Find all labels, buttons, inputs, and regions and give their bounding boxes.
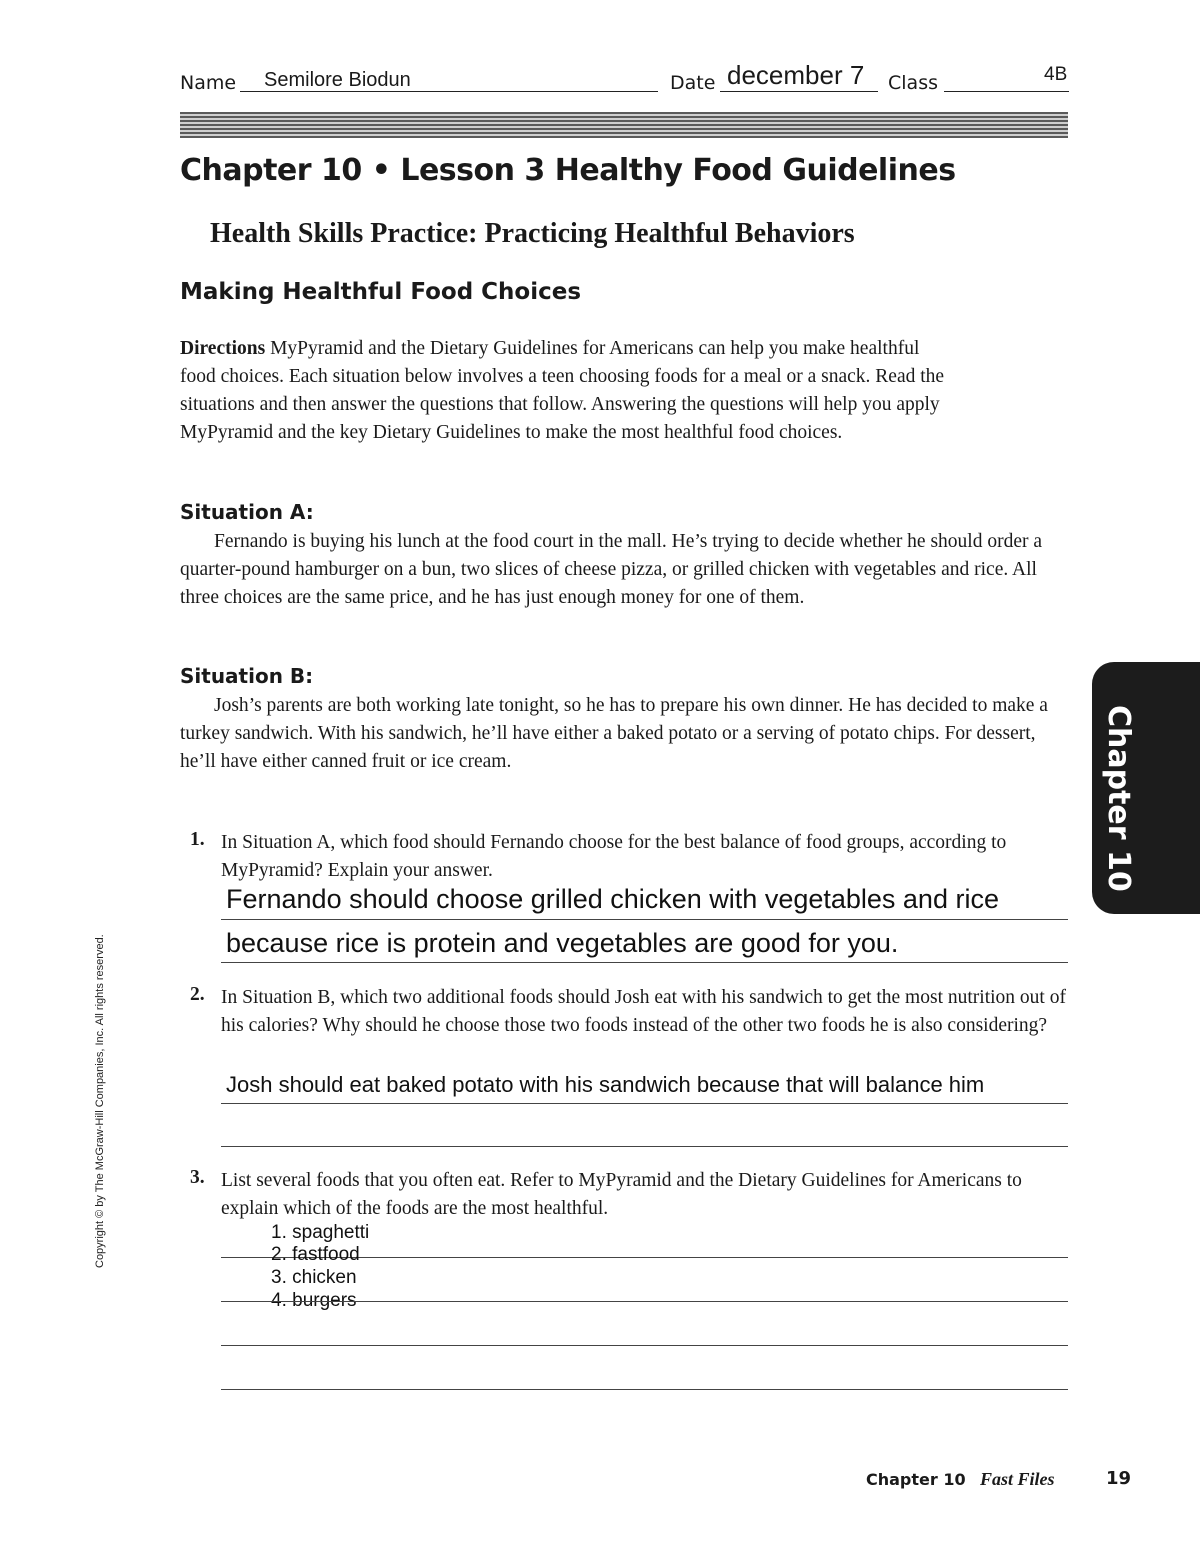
- class-label: Class: [888, 72, 938, 94]
- answer-rule: [221, 1103, 1068, 1104]
- section-title: Making Healthful Food Choices: [180, 279, 582, 305]
- skill-title: Health Skills Practice: Practicing Healthful Behaviors: [210, 218, 855, 249]
- page-number: 19: [1106, 1468, 1132, 1489]
- chapter-side-tab-label: Chapter 10: [1101, 705, 1136, 892]
- footer-book-title: Fast Files: [980, 1469, 1055, 1489]
- chapter-side-tab-label-wrap: [1098, 705, 1138, 892]
- date-label: Date: [670, 72, 716, 94]
- footer-chapter: Chapter 10: [866, 1470, 966, 1489]
- situation-b-heading: Situation B:: [180, 664, 314, 688]
- directions-text: MyPyramid and the Dietary Guidelines for Americans can help you make healthful food choices. Each situation below involves a teen choosing foods for a meal or a snack. Read the situations and then answer the questions that follow. Answering the questions will help you apply MyPyramid and the key Dietary Guidelines to make the most healthful food choices.: [180, 338, 945, 443]
- situation-a-text: Fernando is buying his lunch at the food court in the mall. He’s trying to decide whether he should order a quarter-pound hamburger on a bun, two slices of cheese pizza, or grilled chicken with vegetables and rice. All three choices are the same price, and he has just enough money for one of them.: [180, 531, 1043, 608]
- class-field[interactable]: 4B: [1044, 64, 1068, 85]
- date-field[interactable]: december 7: [727, 60, 865, 90]
- question-2-number: 2.: [190, 984, 205, 1005]
- answer-rule: [221, 962, 1068, 963]
- answer-rule: [221, 1345, 1068, 1346]
- food-list-item[interactable]: 3. chicken: [271, 1267, 357, 1288]
- directions-label: Directions: [180, 338, 266, 359]
- situation-b-text: Josh’s parents are both working late tonight, so he has to prepare his own dinner. He has decided to make a turkey sandwich. With his sandwich, he’ll have either a baked potato or a serving of potato chips. For dessert, he’ll have either canned fruit or ice cream.: [180, 695, 1048, 772]
- name-label: Name: [180, 72, 237, 94]
- food-list-item[interactable]: 4. burgers: [271, 1290, 357, 1311]
- question-2-text: In Situation B, which two additional foods should Josh eat with his sandwich to get the most nutrition out of his calories? Why should he choose those two foods instead of the other two foods he is also considering?: [221, 987, 1066, 1036]
- question-2-answer-line-1[interactable]: Josh should eat baked potato with his sandwich because that will balance him: [226, 1072, 985, 1097]
- answer-rule: [221, 1301, 1068, 1302]
- food-list-item[interactable]: 2. fastfood: [271, 1244, 360, 1265]
- question-1-text: In Situation A, which food should Fernando choose for the best balance of food groups, according to MyPyramid? Explain your answer.: [221, 832, 1007, 881]
- answer-rule: [221, 1146, 1068, 1147]
- date-field-line: [720, 91, 878, 92]
- chapter-lesson-title: Chapter 10 • Lesson 3 Healthy Food Guidelines: [180, 153, 956, 188]
- question-3-number: 3.: [190, 1167, 205, 1188]
- answer-rule: [221, 1389, 1068, 1390]
- name-field[interactable]: Semilore Biodun: [264, 69, 411, 91]
- question-1-number: 1.: [190, 829, 205, 850]
- answer-rule: [221, 919, 1068, 920]
- situation-a-heading: Situation A:: [180, 500, 314, 524]
- question-3-text: List several foods that you often eat. Refer to MyPyramid and the Dietary Guidelines for Americans to explain which of the foods are the most healthful.: [221, 1170, 1022, 1219]
- directions-paragraph: [180, 335, 950, 447]
- copyright-notice: Copyright © by The McGraw-Hill Companies, Inc. All rights reserved.: [94, 934, 106, 1268]
- question-1-answer-line-2[interactable]: because rice is protein and vegetables are good for you.: [226, 928, 899, 958]
- class-field-line: [944, 91, 1069, 92]
- food-list-item[interactable]: 1. spaghetti: [271, 1222, 370, 1243]
- header-divider-bar: [180, 112, 1068, 138]
- question-1-answer-line-1[interactable]: Fernando should choose grilled chicken with vegetables and rice: [226, 884, 999, 914]
